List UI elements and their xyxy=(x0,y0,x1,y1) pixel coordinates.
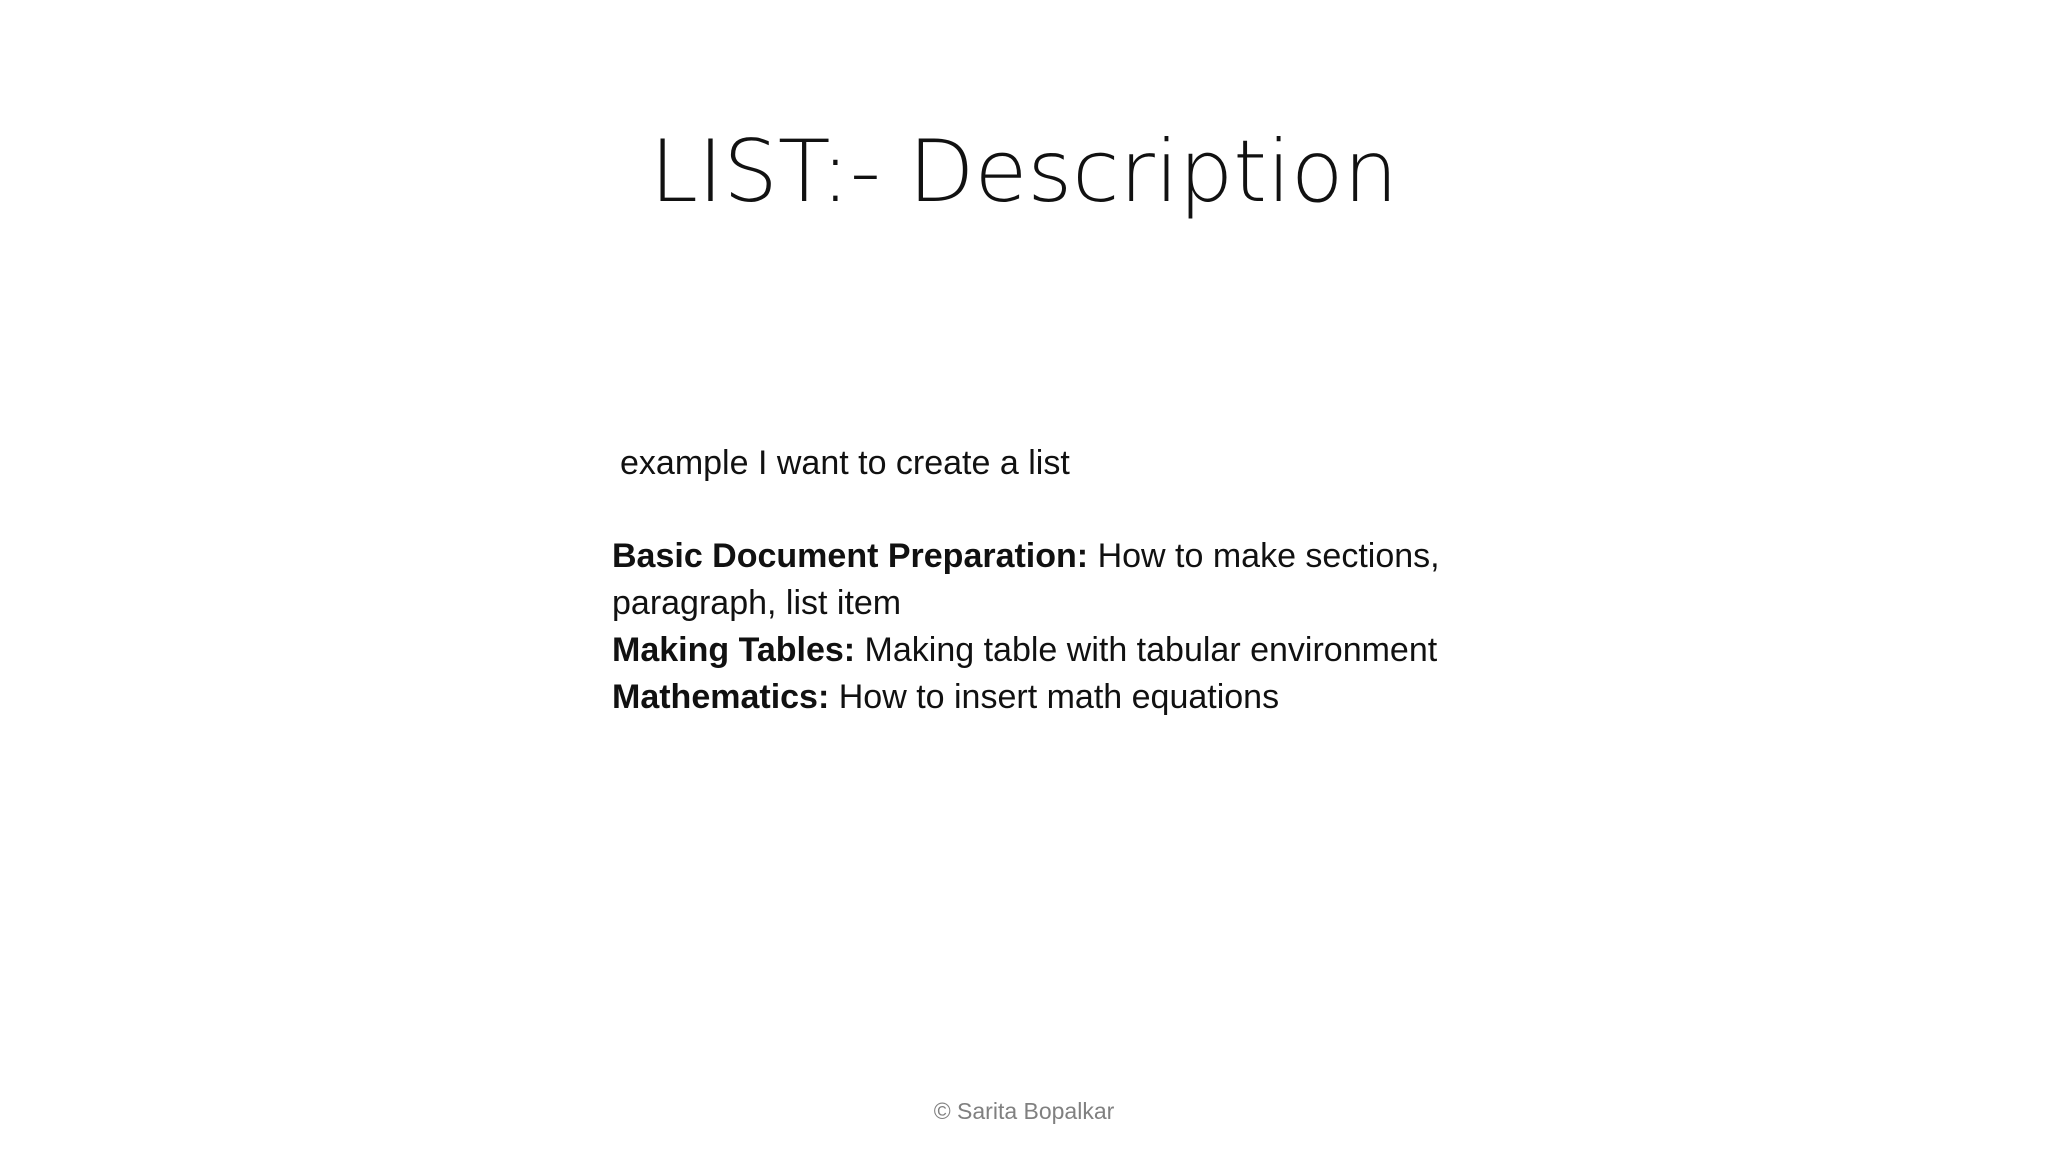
list-item xyxy=(612,674,1612,721)
intro-text: example I want to create a list xyxy=(620,444,1070,482)
list-item xyxy=(612,627,1612,674)
list-item xyxy=(612,533,1612,627)
slide-body xyxy=(612,440,1612,721)
list-item-term: Mathematics: xyxy=(612,678,830,716)
list-item-description: How to make sections, paragraph, list item xyxy=(612,537,1440,622)
list-item-term: Making Tables: xyxy=(612,631,856,669)
list-item-description: Making table with tabular environment xyxy=(864,631,1438,669)
slide-title: LIST:- Description xyxy=(649,122,1399,222)
list-item-description: How to insert math equations xyxy=(838,678,1280,716)
footer-copyright: © Sarita Bopalkar xyxy=(933,1098,1115,1124)
list-item-term: Basic Document Preparation: xyxy=(612,537,1089,575)
